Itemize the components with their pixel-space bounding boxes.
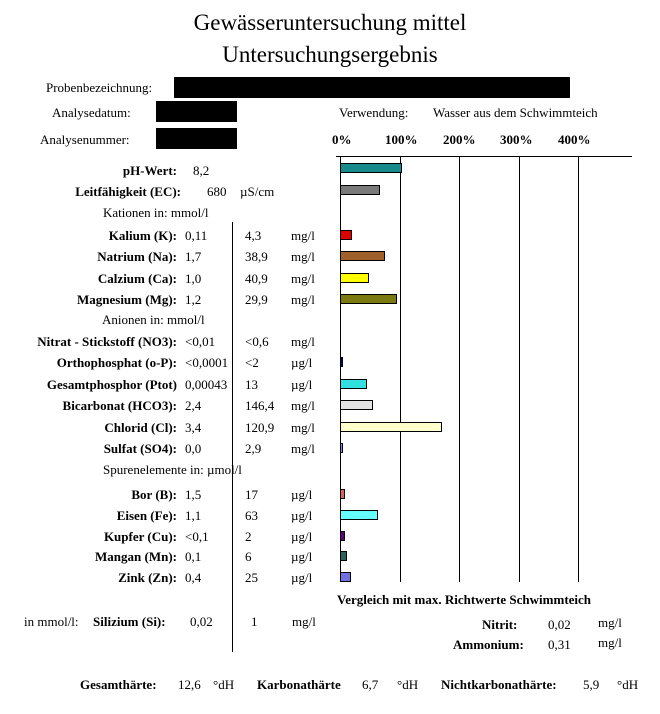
verwendung-label: Verwendung: [339, 105, 409, 120]
element-label: Bor (B): [131, 487, 177, 502]
element-mmol: 1,2 [185, 291, 202, 307]
element-mg: 146,4 [245, 398, 275, 414]
element-mmol: 0,11 [185, 228, 208, 243]
nitrit-value: 0,02 [548, 617, 571, 632]
element-mg: 13 [245, 376, 258, 392]
karbonathaerte-value: 6,7 [362, 677, 379, 692]
element-mmol: 0,0 [185, 441, 202, 456]
comparison-bar [340, 572, 351, 582]
scale-label: 400% [558, 132, 591, 147]
karbonathaerte-label: Karbonathärte [257, 677, 341, 692]
element-mmol: 2,4 [185, 398, 202, 414]
comparison-bar [340, 489, 345, 499]
probenbezeichnung-redacted [174, 77, 570, 98]
element-unit: mg/l [291, 228, 315, 243]
analysenummer-label: Analysenummer: [40, 132, 130, 147]
element-mg: 63 [245, 507, 258, 523]
element-mg: 38,9 [245, 249, 268, 265]
element-mmol: 1,5 [185, 487, 202, 502]
silizium-label: Silizium (Si): [93, 614, 166, 629]
element-label: Calzium (Ca): [97, 270, 177, 286]
element-label: Kalium (K): [108, 228, 177, 243]
element-mg: 25 [245, 570, 258, 586]
element-unit: µg/l [291, 376, 313, 392]
comparison-bar [340, 294, 397, 304]
element-unit: mg/l [291, 441, 315, 456]
analysedatum-redacted [156, 101, 237, 122]
element-mmol: 1,7 [185, 249, 202, 265]
element-unit: µg/l [291, 570, 313, 586]
element-label: Chlorid (Cl): [104, 419, 177, 435]
nichtkarbonathaerte-value: 5,9 [583, 677, 600, 692]
element-mmol: <0,01 [185, 334, 216, 349]
comparison-bar [340, 185, 380, 195]
scale-label: 300% [500, 132, 533, 147]
element-label: Natrium (Na): [97, 249, 177, 265]
vergleich-label: Vergleich mit max. Richtwerte Schwimmteich [337, 592, 592, 607]
element-unit: mg/l [291, 334, 315, 349]
scale-label: 100% [385, 132, 418, 147]
scale-top-line [336, 156, 632, 157]
report-subtitle: Untersuchungsergebnis [222, 42, 438, 67]
element-mg: 40,9 [245, 270, 268, 286]
comparison-bar [340, 551, 347, 561]
element-mg: 120,9 [245, 419, 275, 435]
element-mg: 2 [245, 528, 252, 544]
element-mg: <2 [245, 355, 259, 371]
silizium-unit: mg/l [292, 614, 316, 629]
element-mg: 17 [245, 487, 258, 502]
probenbezeichnung-label: Probenbezeichnung: [46, 80, 153, 95]
scale-gridline [400, 157, 401, 582]
element-unit: mg/l [291, 270, 315, 286]
nichtkarbonathaerte-label: Nichtkarbonathärte: [441, 677, 557, 692]
element-label: Gesamtphosphor (Ptot) [46, 376, 177, 392]
element-mmol: <0,0001 [185, 355, 229, 371]
comparison-bar [340, 273, 369, 283]
element-unit: µg/l [291, 487, 313, 502]
ammonium-value: 0,31 [548, 637, 571, 652]
element-mmol: 1,0 [185, 270, 202, 286]
element-mmol: 1,1 [185, 507, 202, 523]
ec-unit: µS/cm [240, 184, 275, 199]
ec-label: Leitfähigkeit (EC): [75, 184, 181, 199]
element-mmol: 0,00043 [185, 376, 228, 392]
silizium-mg: 1 [251, 614, 258, 629]
scale-label: 200% [443, 132, 476, 147]
comparison-bar [340, 531, 345, 541]
ec-value: 680 [207, 184, 227, 199]
spuren-header: Spurenelemente in: µmol/l [103, 462, 242, 477]
nitrit-label: Nitrit: [482, 617, 518, 632]
anionen-header: Anionen in: mmol/l [102, 312, 205, 327]
element-label: Magnesium (Mg): [76, 291, 177, 307]
comparison-bar [340, 443, 343, 453]
scale-gridline [459, 157, 460, 582]
comparison-bar [340, 163, 402, 173]
element-unit: µg/l [291, 528, 313, 544]
analysenummer-redacted [156, 128, 237, 149]
silizium-mmol: 0,02 [190, 614, 213, 629]
nichtkarbonathaerte-unit: °dH [617, 677, 639, 692]
ph-label: pH-Wert: [122, 163, 177, 178]
element-label: Bicarbonat (HCO3): [62, 398, 177, 414]
comparison-bar [340, 357, 343, 367]
scale-gridline [519, 157, 520, 582]
element-label: Mangan (Mn): [95, 549, 177, 565]
comparison-bar [340, 230, 352, 240]
gesamthaerte-label: Gesamthärte: [80, 677, 157, 692]
element-unit: µg/l [291, 355, 313, 371]
element-mg: <0,6 [245, 334, 269, 349]
element-mmol: 0,1 [185, 549, 202, 565]
element-label: Nitrat - Stickstoff (NO3): [37, 334, 177, 349]
element-label: Zink (Zn): [118, 570, 177, 586]
comparison-bar [340, 251, 385, 261]
element-label: Sulfat (SO4): [103, 441, 177, 456]
comparison-bar [340, 510, 378, 520]
analysedatum-label: Analysedatum: [52, 105, 131, 120]
element-unit: mg/l [291, 419, 315, 435]
nitrit-unit: mg/l [598, 615, 622, 630]
element-unit: µg/l [291, 507, 313, 523]
element-unit: mg/l [291, 398, 315, 414]
comparison-bar [340, 379, 367, 389]
ammonium-unit: mg/l [598, 635, 622, 650]
silizium-prefix: in mmol/l: [24, 614, 79, 629]
ph-value: 8,2 [193, 163, 210, 178]
karbonathaerte-unit: °dH [397, 677, 419, 692]
element-label: Eisen (Fe): [116, 507, 177, 523]
element-mg: 2,9 [245, 441, 262, 456]
report-title: Gewässeruntersuchung mittel [193, 10, 467, 35]
element-mg: 4,3 [245, 228, 262, 243]
element-label: Kupfer (Cu): [103, 528, 177, 544]
element-label: Orthophosphat (o-P): [56, 355, 177, 371]
scale-label: 0% [332, 132, 352, 147]
element-unit: mg/l [291, 291, 315, 307]
element-mmol: 3,4 [185, 419, 202, 435]
element-mmol: 0,4 [185, 570, 202, 586]
comparison-bar [340, 422, 442, 432]
element-mg: 6 [245, 549, 252, 565]
element-unit: µg/l [291, 549, 313, 565]
element-unit: mg/l [291, 249, 315, 265]
verwendung-value: Wasser aus dem Schwimmteich [433, 105, 598, 120]
ammonium-label: Ammonium: [453, 637, 524, 652]
gesamthaerte-unit: °dH [213, 677, 235, 692]
column-divider [232, 222, 233, 652]
kationen-header: Kationen in: mmol/l [103, 205, 209, 220]
gesamthaerte-value: 12,6 [178, 677, 201, 692]
scale-gridline [578, 157, 579, 582]
comparison-bar [340, 400, 373, 410]
element-mg: 29,9 [245, 291, 268, 307]
element-mmol: <0,1 [185, 528, 209, 544]
